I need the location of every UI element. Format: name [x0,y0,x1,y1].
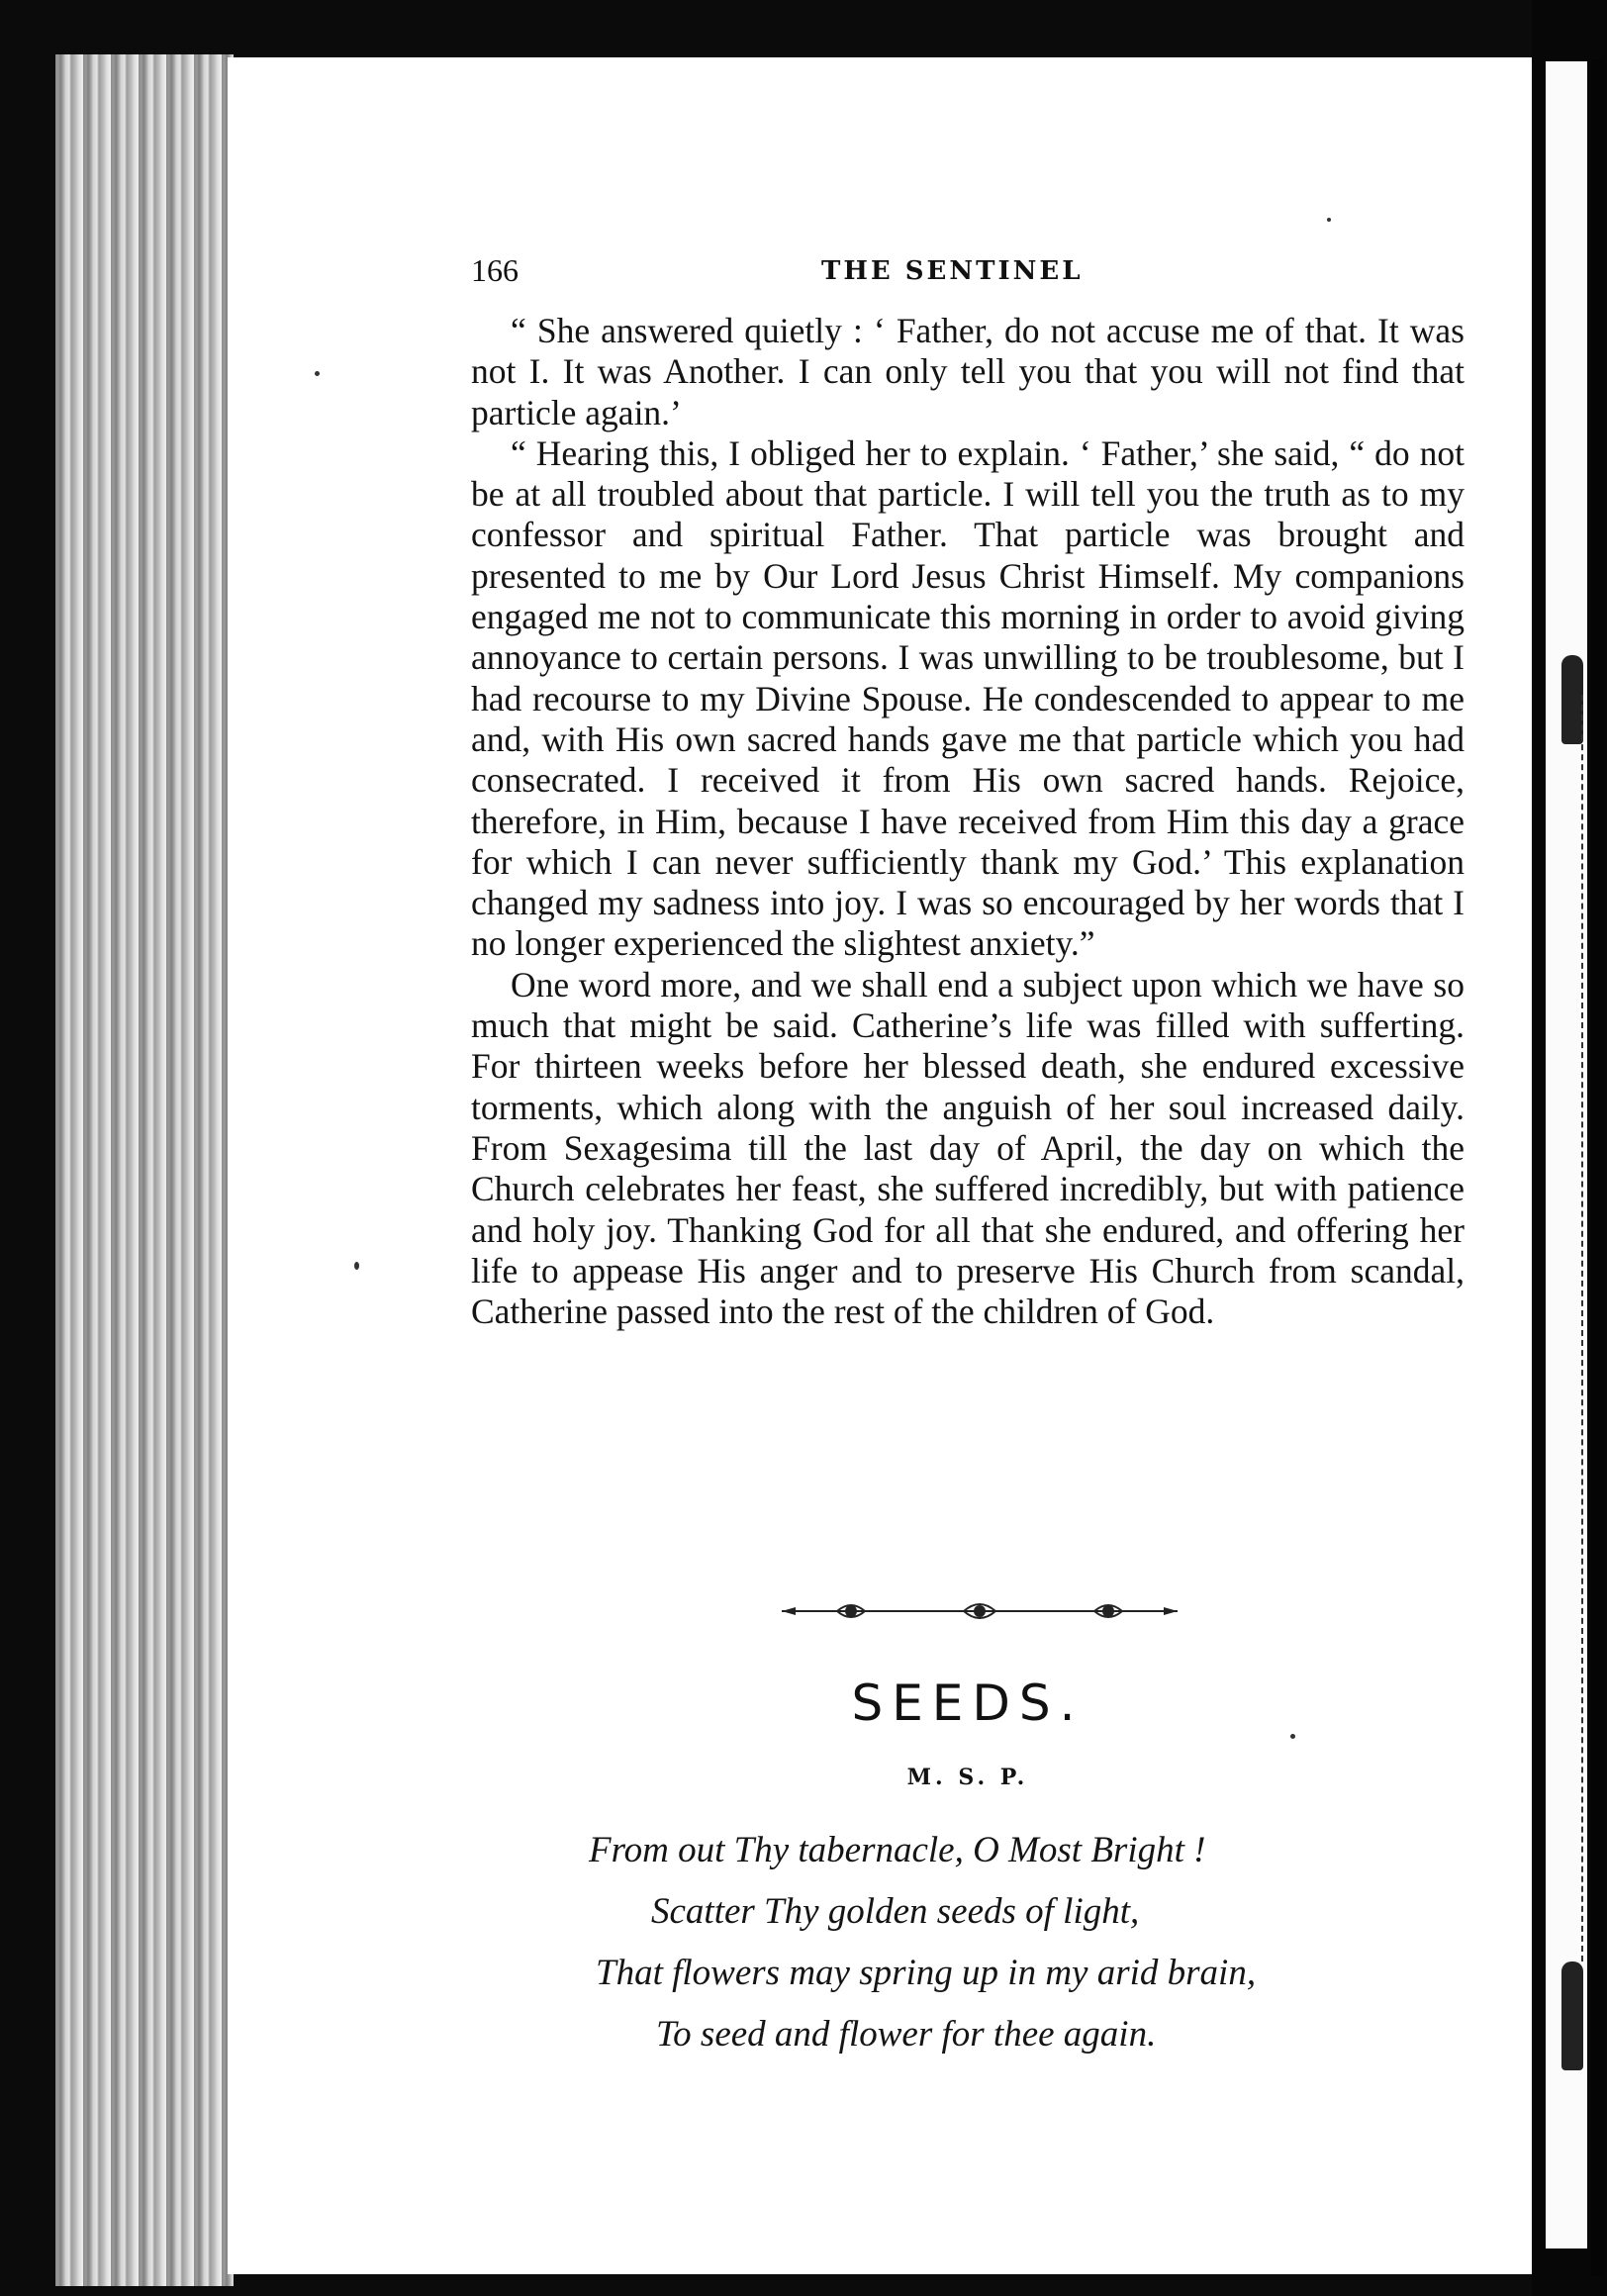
adjacent-page-edge [1546,61,1587,2248]
dust-speck [1327,218,1331,222]
dust-speck [315,371,320,376]
poem-title: SEEDS. [851,1674,1085,1732]
paragraph: “ She answered quietly : ‘ Father, do not accuse me of that. It was not I. It was Another. I can only tell you that you will not find that particle again.’ [471,311,1465,432]
section-divider-ornament-icon [782,1597,1178,1627]
page-shadow [1591,59,1605,2276]
paragraph: “ Hearing this, I obliged her to explain. ‘ Father,’ she said, “ do not be at all troubled about that particle. I will tell you the truth as to my confessor and spiritual Father. That particle was brought and presented to me by Our Lord Jesus Christ Himself. My companions engaged me not to communicate this morning in order to avoid giving annoyance to certain persons. I was unwilling to be troublesome, but I had recourse to my Divine Spouse. He condescended to appear to me and, with His own sacred hands gave me that particle which you had consecrated. I received it from His own sacred hands. Rejoice, therefore, in Him, because I have received from Him this day a grace for which I can never sufficiently thank my God.’ This explanation changed my sadness into joy. I was so encouraged by her words that I no longer experienced the slightest anxiety.” [471,432,1465,964]
page-header [471,252,1465,296]
border-ornament-icon [1561,1961,1583,2070]
poem-line: From out Thy tabernacle, O Most Bright ! [589,1830,1206,1870]
article-body [471,311,1465,1332]
poem-line: To seed and flower for thee again. [656,2014,1157,2055]
poem-line: That flowers may spring up in my arid brain, [596,1953,1257,1993]
paragraph: One word more, and we shall end a subject upon which we have so much that might be said. Catherine’s life was filled with sufferting. For thirteen weeks before her blessed death, she endured excessive torments, which along with the anguish of her soul increased daily. From Sexagesima till the last day of April, the day on which the Church celebrates her feast, she suffered incredibly, but with patience and holy joy. Thanking God for all that she endured, and offering her life to appease His anger and to preserve His Church from scandal, Catherine passed into the rest of the children of God. [471,964,1465,1332]
poem-author: M. S. P. [906,1765,1029,1790]
stacked-page-edges [55,54,234,2286]
dust-speck [1290,1734,1295,1739]
border-ornament-icon [1561,655,1583,744]
page-number: 166 [471,252,519,288]
poem-line: Scatter Thy golden seeds of light, [651,1891,1140,1932]
dashed-border-line [1581,695,1583,1961]
running-title: THE SENTINEL [821,256,1084,286]
dust-speck [354,1262,359,1270]
